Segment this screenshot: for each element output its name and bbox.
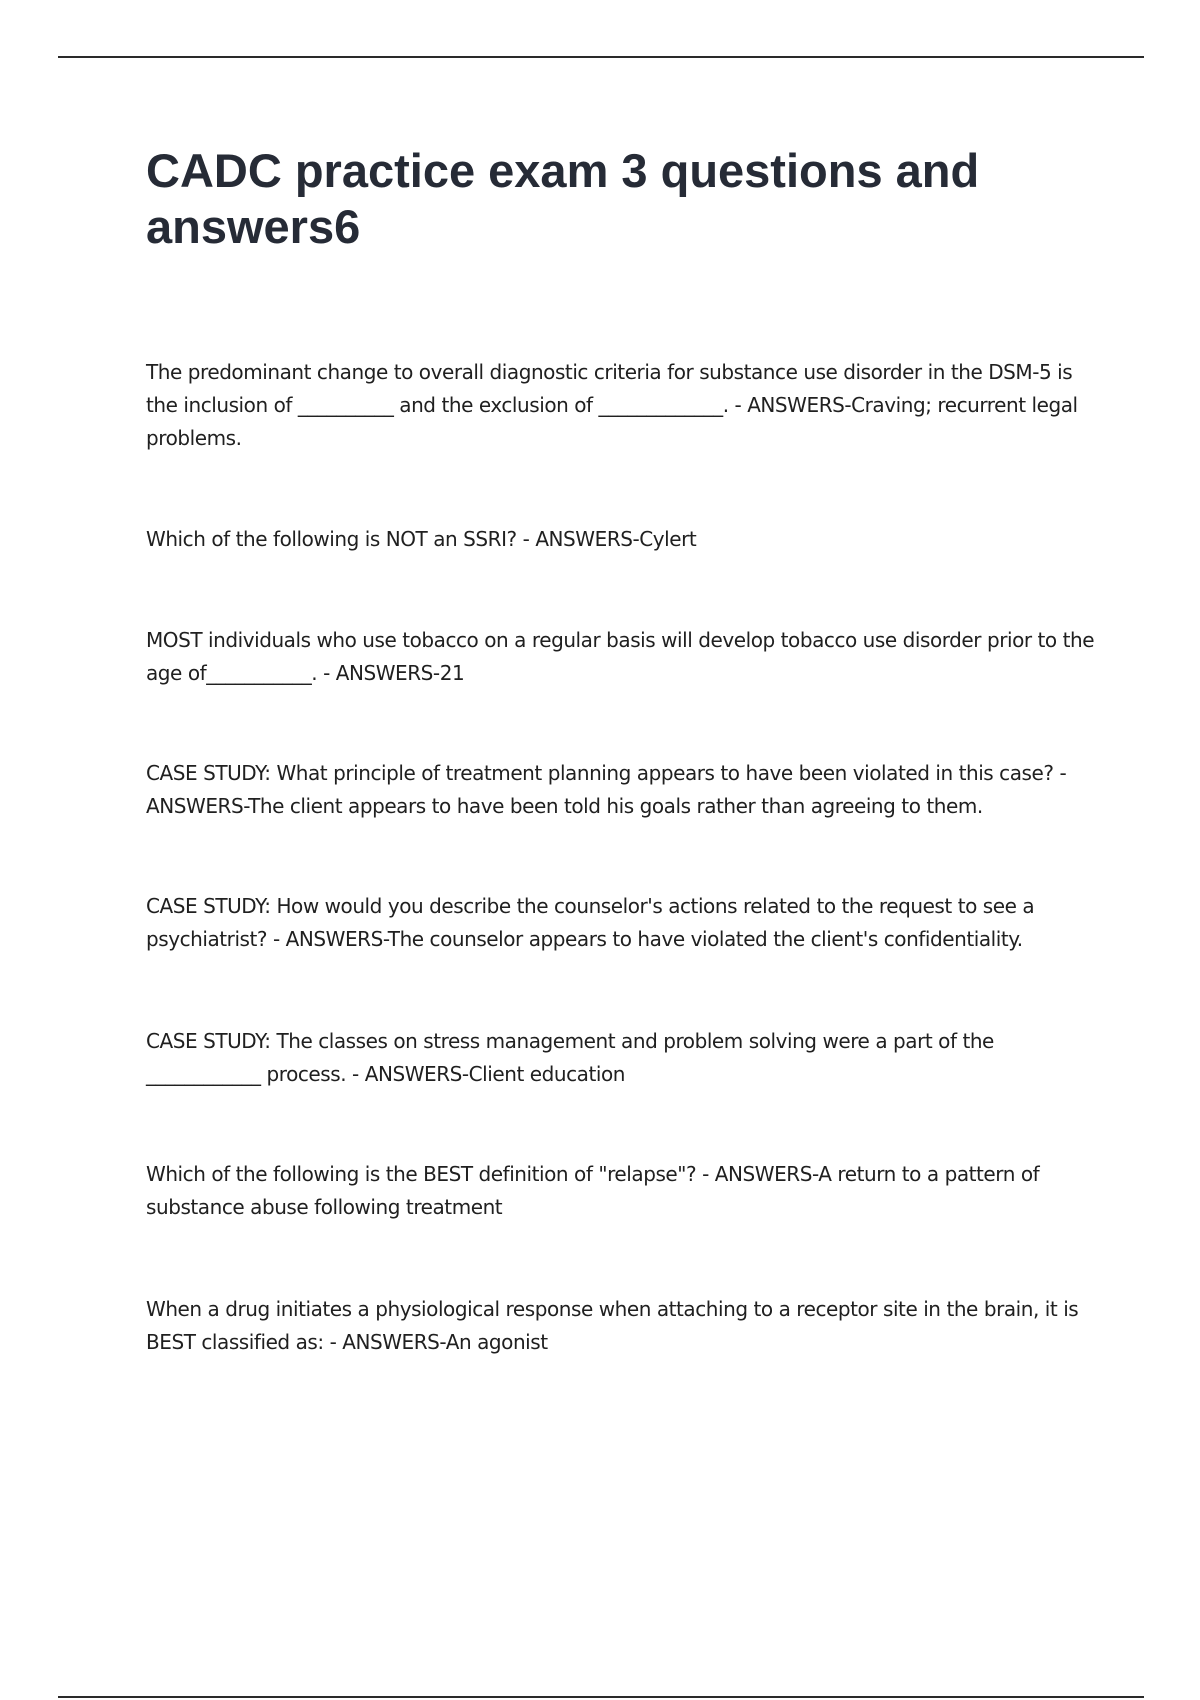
question-text: MOST individuals who use tobacco on a regular basis will develop tobacco use disorder prior to the age of___________.	[146, 628, 1095, 685]
question-text: The predominant change to overall diagnostic criteria for substance use disorder in the DSM-5 is the inclusion of __________ and the exclusion of _____________.	[146, 360, 1073, 417]
qa-item-8	[146, 1293, 1106, 1359]
answer-text: - ANSWERS-The client appears to have been told his goals rather than agreeing to them.	[146, 761, 1067, 818]
qa-item-4	[146, 757, 1106, 823]
qa-item-7	[146, 1158, 1106, 1224]
question-text: When a drug initiates a physiological response when attaching to a receptor site in the brain, it is BEST classified as:	[146, 1297, 1079, 1354]
answer-text: - ANSWERS-21	[317, 661, 465, 685]
answer-text: - ANSWERS-A return to a pattern of substance abuse following treatment	[146, 1162, 1040, 1219]
question-text: CASE STUDY: How would you describe the counselor's actions related to the request to see a psychiatrist?	[146, 894, 1035, 951]
qa-item-5	[146, 890, 1106, 956]
answer-text: - ANSWERS-Client education	[346, 1062, 625, 1086]
qa-item-6	[146, 1025, 1106, 1091]
qa-item-2	[146, 523, 1106, 556]
question-text: Which of the following is the BEST definition of "relapse"?	[146, 1162, 697, 1186]
question-text: Which of the following is NOT an SSRI?	[146, 527, 517, 551]
answer-text: - ANSWERS-Craving; recurrent legal problems.	[146, 393, 1078, 450]
qa-item-1	[146, 356, 1106, 455]
question-text: CASE STUDY: What principle of treatment planning appears to have been violated in this case?	[146, 761, 1054, 785]
question-text: CASE STUDY: The classes on stress management and problem solving were a part of the ____________ process.	[146, 1029, 994, 1086]
header-rule	[58, 56, 1144, 58]
page-title: CADC practice exam 3 questions and answers6	[146, 144, 980, 253]
qa-item-3	[146, 624, 1106, 690]
footer-rule	[58, 1696, 1144, 1698]
answer-text: - ANSWERS-Cylert	[516, 527, 697, 551]
answer-text: - ANSWERS-The counselor appears to have violated the client's confidentiality.	[267, 927, 1023, 951]
answer-text: - ANSWERS-An agonist	[323, 1330, 548, 1354]
